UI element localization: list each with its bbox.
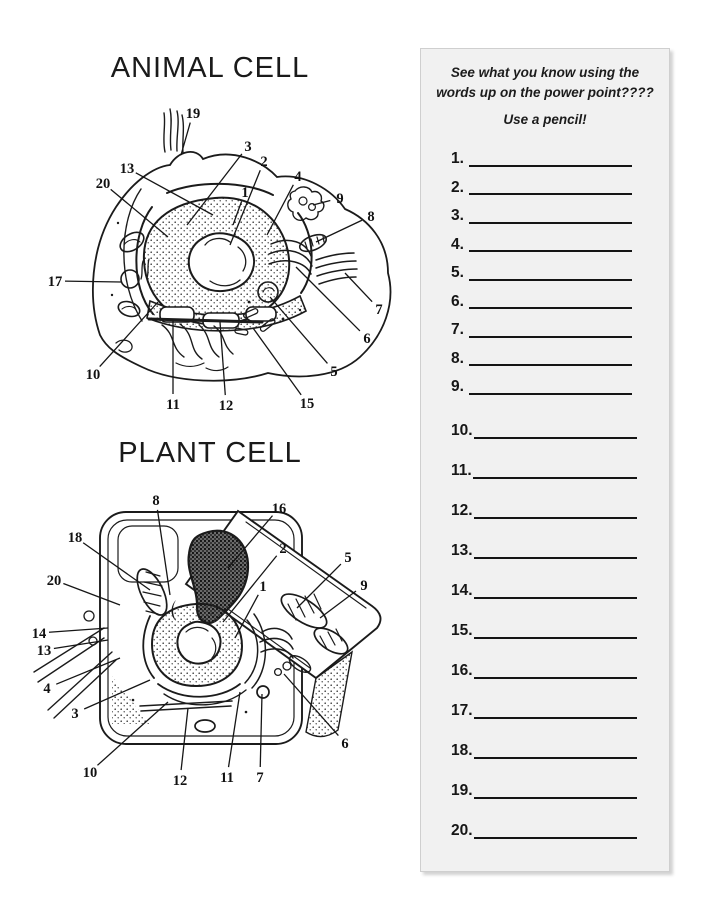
label-leader-line xyxy=(63,584,120,605)
diagram-label-number: 13 xyxy=(119,161,135,177)
label-leader-line xyxy=(260,694,262,767)
diagram-label-number: 7 xyxy=(256,770,264,786)
diagram-label-number: 5 xyxy=(344,550,352,566)
answer-row-3 xyxy=(451,195,637,224)
answer-blank-line[interactable] xyxy=(474,717,637,719)
answer-blank-line[interactable] xyxy=(474,837,637,839)
diagram-label-number: 3 xyxy=(71,706,79,722)
panel-heading-line2: words up on the power point???? xyxy=(436,85,654,100)
answer-row-10 xyxy=(451,399,637,439)
diagram-label-number: 4 xyxy=(294,169,302,185)
answer-blank-line[interactable] xyxy=(474,677,637,679)
answer-number: 8. xyxy=(451,349,464,367)
diagram-label-number: 10 xyxy=(85,367,101,383)
answer-row-20 xyxy=(451,799,637,839)
answer-row-7 xyxy=(451,309,637,338)
answer-blank-line[interactable] xyxy=(469,364,632,366)
plant-cell-artwork xyxy=(31,511,381,744)
diagram-label-number: 16 xyxy=(271,501,287,517)
answer-blank-line[interactable] xyxy=(474,757,637,759)
diagram-label-number: 11 xyxy=(220,770,234,786)
panel-heading xyxy=(427,63,663,103)
animal-cell-diagram xyxy=(0,95,420,440)
diagram-label-number: 14 xyxy=(31,626,47,642)
answer-blank-line[interactable] xyxy=(469,307,632,309)
answer-row-13 xyxy=(451,519,637,559)
answer-blank-line[interactable] xyxy=(469,279,632,281)
diagram-label-number: 2 xyxy=(279,541,287,557)
answer-list xyxy=(451,138,637,839)
diagram-label-number: 8 xyxy=(152,493,160,509)
diagram-label-number: 18 xyxy=(67,530,83,546)
answer-row-14 xyxy=(451,559,637,599)
animal-cell-title: ANIMAL CELL xyxy=(110,52,310,84)
answer-number: 4. xyxy=(451,235,464,253)
diagram-label-number: 2 xyxy=(260,154,268,170)
diagram-label-number: 11 xyxy=(166,397,180,413)
answer-blank-line[interactable] xyxy=(469,222,632,224)
answer-blank-line[interactable] xyxy=(474,517,637,519)
diagram-label-number: 1 xyxy=(241,185,249,201)
diagram-label-number: 4 xyxy=(43,681,51,697)
diagram-label-number: 20 xyxy=(95,176,111,192)
answer-blank-line[interactable] xyxy=(469,165,632,167)
answer-blank-line[interactable] xyxy=(474,797,637,799)
answer-number: 13. xyxy=(451,542,473,559)
label-leader-line xyxy=(111,189,168,237)
answer-row-1 xyxy=(451,138,637,167)
label-leader-line xyxy=(220,322,225,395)
plant-cell-diagram xyxy=(0,480,420,800)
diagram-label-number: 1 xyxy=(259,579,267,595)
answer-row-6 xyxy=(451,281,637,310)
answer-row-8 xyxy=(451,338,637,367)
label-leader-line xyxy=(100,302,158,367)
answer-number: 11. xyxy=(451,462,472,479)
label-leader-line xyxy=(229,692,240,767)
answer-panel xyxy=(420,48,670,872)
answer-blank-line[interactable] xyxy=(469,193,632,195)
diagram-label-number: 13 xyxy=(36,643,52,659)
answer-number: 17. xyxy=(451,702,473,719)
answer-row-19 xyxy=(451,759,637,799)
animal-cell-artwork xyxy=(93,109,391,381)
label-leader-line xyxy=(83,543,150,590)
diagram-label-number: 3 xyxy=(244,139,252,155)
answer-number: 16. xyxy=(451,662,473,679)
answer-number: 1. xyxy=(451,150,464,167)
answer-blank-line[interactable] xyxy=(469,336,632,338)
diagram-label-number: 5 xyxy=(330,364,338,380)
answer-number: 19. xyxy=(451,782,473,799)
answer-blank-line[interactable] xyxy=(474,557,637,559)
label-leader-line xyxy=(345,273,372,302)
answer-number: 14. xyxy=(451,582,473,599)
answer-row-5 xyxy=(451,252,637,281)
answer-number: 15. xyxy=(451,622,473,639)
answer-number: 2. xyxy=(451,178,464,196)
label-leader-line xyxy=(65,281,121,282)
diagram-label-number: 7 xyxy=(375,302,383,318)
diagram-label-number: 9 xyxy=(336,191,344,207)
answer-blank-line[interactable] xyxy=(474,637,637,639)
answer-blank-line[interactable] xyxy=(473,477,637,479)
label-leader-line xyxy=(253,328,301,395)
diagram-label-number: 10 xyxy=(82,765,98,781)
diagram-label-number: 6 xyxy=(341,736,349,752)
diagram-label-number: 8 xyxy=(367,209,375,225)
answer-row-18 xyxy=(451,719,637,759)
answer-number: 3. xyxy=(451,207,464,224)
plant-cell-title: PLANT CELL xyxy=(118,437,302,469)
answer-row-15 xyxy=(451,599,637,639)
answer-number: 9. xyxy=(451,378,464,395)
label-leader-line xyxy=(56,658,120,684)
label-leader-line xyxy=(181,708,188,770)
answer-row-11 xyxy=(451,439,637,479)
answer-blank-line[interactable] xyxy=(474,597,637,599)
diagram-label-number: 19 xyxy=(185,106,201,122)
answer-row-4 xyxy=(451,224,637,253)
panel-subheading: Use a pencil! xyxy=(503,112,587,127)
diagram-label-number: 12 xyxy=(172,773,188,789)
answer-blank-line[interactable] xyxy=(469,250,632,252)
answer-row-2 xyxy=(451,167,637,196)
answer-number: 18. xyxy=(451,742,473,759)
answer-blank-line[interactable] xyxy=(469,393,632,395)
answer-row-16 xyxy=(451,639,637,679)
answer-row-12 xyxy=(451,479,637,519)
diagram-label-number: 9 xyxy=(360,578,368,594)
panel-heading-line1: See what you know using the xyxy=(450,65,640,80)
animal-cell-labels xyxy=(48,106,383,414)
answer-number: 10. xyxy=(451,422,473,439)
diagram-label-number: 20 xyxy=(46,573,62,589)
answer-blank-line[interactable] xyxy=(474,437,637,439)
answer-number: 20. xyxy=(451,822,473,839)
answer-number: 5. xyxy=(451,264,464,281)
answer-row-9 xyxy=(451,366,637,395)
answer-number: 6. xyxy=(451,292,464,310)
answer-number: 7. xyxy=(451,321,464,338)
label-leader-line xyxy=(316,220,362,242)
diagram-label-number: 17 xyxy=(47,274,63,290)
answer-number: 12. xyxy=(451,502,473,519)
diagram-label-number: 15 xyxy=(299,396,315,412)
diagram-label-number: 6 xyxy=(363,331,371,347)
diagram-label-number: 12 xyxy=(218,398,234,414)
answer-row-17 xyxy=(451,679,637,719)
